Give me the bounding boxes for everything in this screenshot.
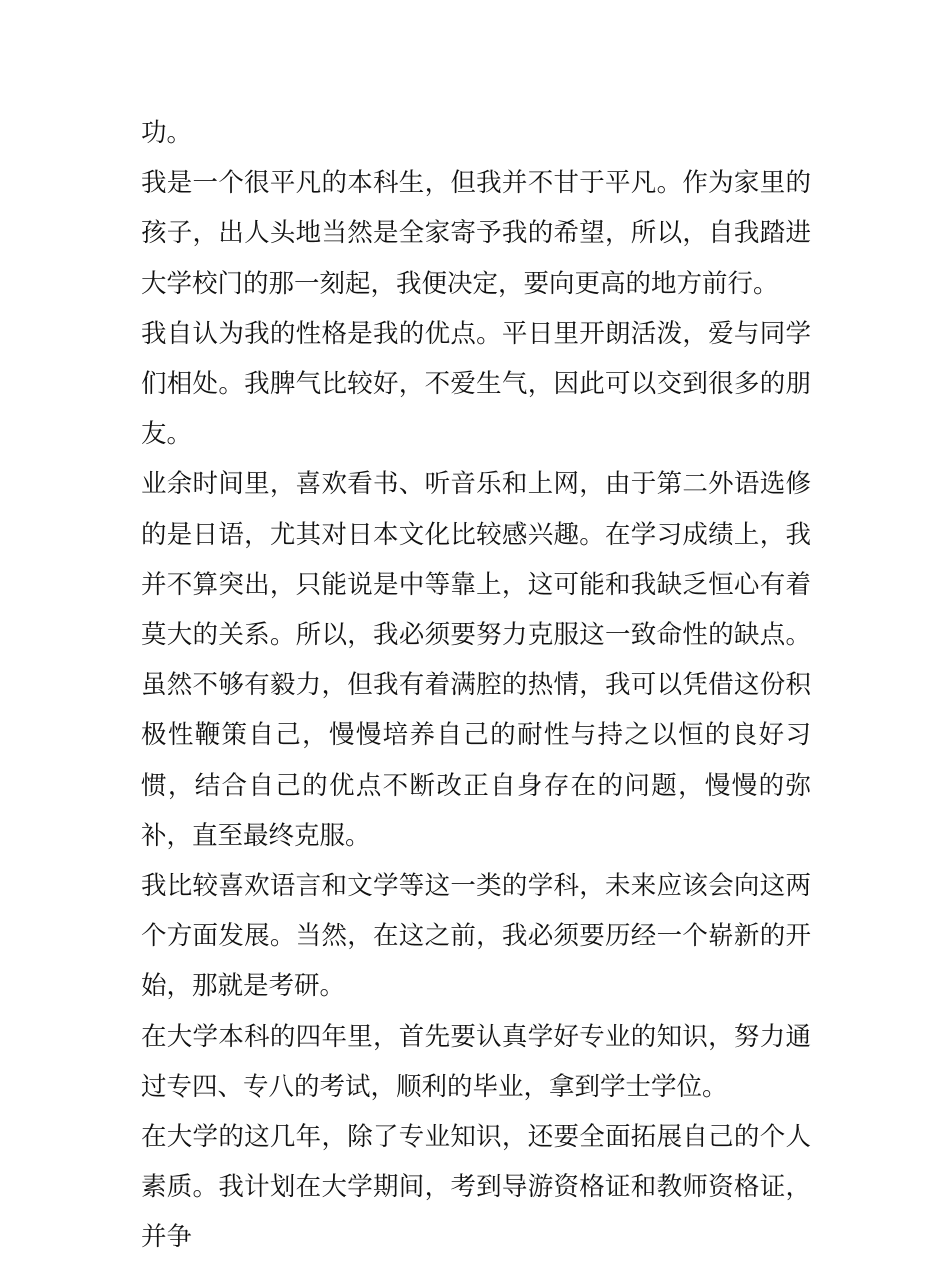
paragraph-5: 我比较喜欢语言和文学等这一类的学科，未来应该会向这两个方面发展。当然，在这之前，我必须要历经一个崭新的开始，那就是考研。	[141, 871, 811, 1002]
paragraph-7: 在大学的这几年，除了专业知识，还要全面拓展自己的个人素质。我计划在大学期间，考到导游资格证和教师资格证，并争	[141, 1122, 811, 1253]
paragraph-4: 业余时间里，喜欢看书、听音乐和上网，由于第二外语选修的是日语，尤其对日本文化比较感兴趣。在学习成绩上，我并不算突出，只能说是中等靠上，这可能和我缺乏恒心有着莫大的关系。所以，我必须要努力克服这一致命性的缺点。虽然不够有毅力，但我有着满腔的热情，我可以凭借这份积极性鞭策自己，慢慢培养自己的耐性与持之以恒的良好习惯，结合自己的优点不断改正自身存在的问题，慢慢的弥补，直至最终克服。	[141, 469, 811, 851]
paragraph-6: 在大学本科的四年里，首先要认真学好专业的知识，努力通过专四、专八的考试，顺利的毕业，拿到学士学位。	[141, 1021, 811, 1102]
paragraph-3: 我自认为我的性格是我的优点。平日里开朗活泼，爱与同学们相处。我脾气比较好，不爱生气，因此可以交到很多的朋友。	[141, 318, 811, 450]
paragraph-1: 功。	[141, 118, 193, 148]
paragraph-2: 我是一个很平凡的本科生，但我并不甘于平凡。作为家里的孩子，出人头地当然是全家寄予我的希望，所以，自我踏进大学校门的那一刻起，我便决定，要向更高的地方前行。	[141, 168, 811, 299]
document-body	[141, 108, 811, 1263]
